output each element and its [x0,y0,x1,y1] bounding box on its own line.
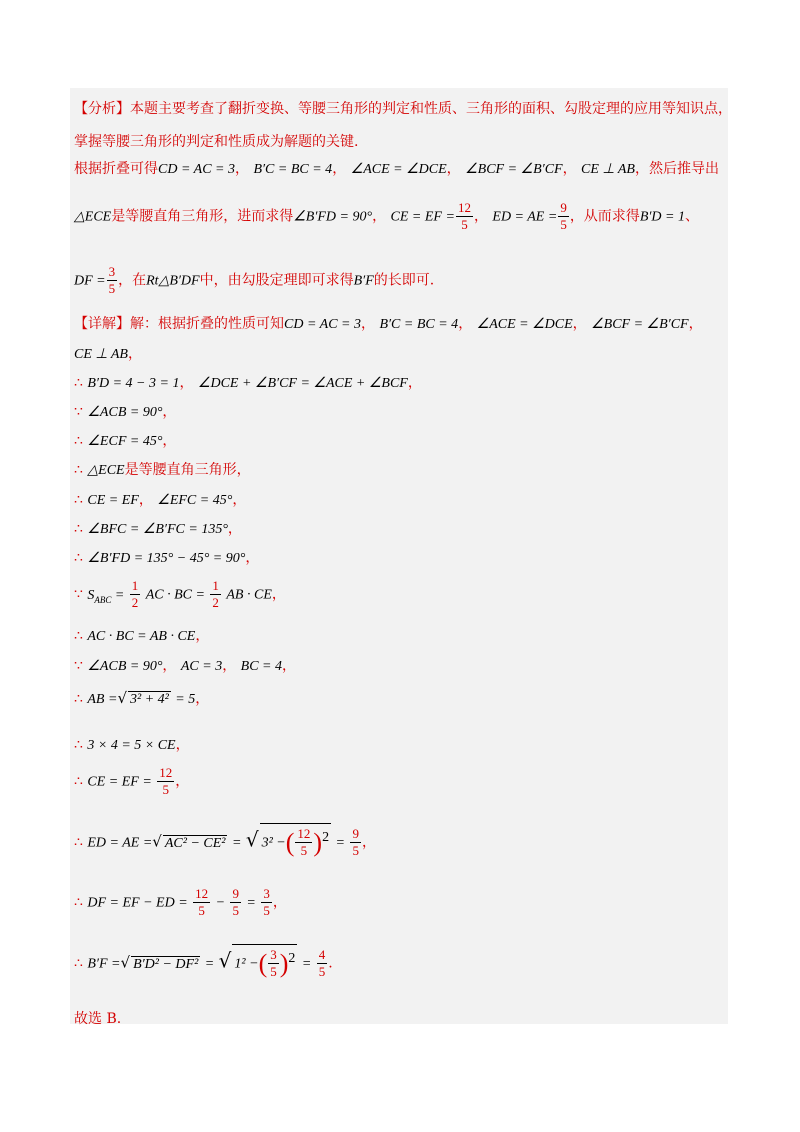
analysis-ed: ED = AE = [492,209,558,225]
step-ce-lhs: CE = EF = [87,774,152,790]
detail-eq-bc: B′C = BC = 4 [379,317,459,332]
therefore-symbol: ∴ [74,955,83,972]
comma: ， [227,521,242,537]
fraction-numerator: 3 [270,947,277,962]
step-products: AC · BC = AB · CE [87,629,196,644]
comma: ， [282,658,297,674]
fraction [317,947,328,980]
fraction [130,578,141,611]
step-ecf: ∠ECF = 45° [87,434,163,449]
comma: ， [162,404,177,420]
detail-line-15 [74,765,189,798]
therefore-symbol: ∴ [74,521,83,537]
fraction-numerator: 9 [560,200,567,215]
comma: ， [195,628,210,644]
therefore-symbol: ∴ [74,737,83,753]
analysis-intro-2: 掌握等腰三角形的判定和性质成为解题的关键. [74,134,359,150]
detail-line-9 [74,547,259,567]
step-ce-ef: CE = EF [87,493,139,508]
analysis-eq-ace: ∠ACE = ∠DCE [350,162,447,177]
analysis-ce: CE = EF = [390,209,455,225]
therefore-symbol: ∴ [74,834,83,851]
area-term-a: AC · BC = [145,587,205,603]
step-bf-lhs: B′F = [87,956,121,972]
detail-line-14 [74,734,190,754]
analysis-eq-bcf: ∠BCF = ∠B′CF [465,162,563,177]
analysis-eq-bc: B′C = BC = 4 [253,162,333,177]
comma: ， [175,773,190,790]
step-ab-lhs: AB = [87,692,118,707]
analysis-tag: 【分析】 [74,101,130,117]
detail-line-6 [74,459,251,479]
analysis-p2-text1: 是等腰直角三角形，进而求得 [111,208,294,225]
area-symbol: S [87,587,95,603]
step-ac: AC = 3 [180,659,223,674]
because-symbol: ∵ [74,404,83,420]
fraction [261,886,272,919]
fraction-denominator: 5 [263,903,270,918]
detail-line-18: ∴ B′F =√ B′D² − DF² = √ 1² −( $\frac{3}{5}$ )$^2$ = $\frac{4}{5}$ . [74,944,333,980]
step-triangle: △ECE [87,463,125,478]
analysis-df: DF = [74,273,106,289]
analysis-p2-text2: ，从而求得 [569,208,640,225]
detail-line-17: ∴ DF = EF − ED = $\frac{12}{5}$ − $\frac{9}{5}$ = $\frac{3}{5}$ ， [74,886,287,918]
fraction [107,264,118,297]
therefore-symbol: ∴ [74,433,83,449]
detail-line-5 [74,430,176,450]
fraction-numerator: 1 [131,578,139,593]
step-bd: B′D = 4 − 3 = 1 [87,376,180,391]
comma: ， [175,737,190,753]
step-df-lhs: DF = EF − ED = [87,895,188,911]
fraction-numerator: 9 [352,826,359,841]
detail-line-10 [74,578,286,611]
fraction-numerator: 4 [318,947,326,962]
comma: ， [272,894,287,911]
therefore-symbol: ∴ [74,894,83,911]
detail-line-12: ∵ ∠ACB = 90°， AC = 3， BC = 4， [74,658,297,674]
analysis-line-5 [74,264,434,297]
fraction-denominator: 5 [352,843,359,858]
detail-line-7: ∴ CE = EF， ∠EFC = 45°， [74,492,247,508]
fraction-denominator: 5 [560,217,567,232]
detail-eq-cd: CD = AC = 3 [284,317,361,332]
fraction-numerator: 1 [212,578,219,593]
period: . [328,955,333,972]
fraction [230,886,241,919]
step-ed-lhs: ED = AE = [87,835,153,851]
fraction-denominator: 5 [232,903,239,918]
detail-line-4 [74,401,176,421]
comma: ， [127,346,142,362]
step-ab-result: = 5 [175,692,196,707]
therefore-symbol: ∴ [74,375,83,391]
therefore-symbol: ∴ [74,628,83,644]
fraction-numerator: 12 [195,886,209,901]
comma: ， [162,433,177,449]
fraction-denominator: 5 [108,281,116,296]
analysis-angle: ∠B′FD = 90° [293,209,373,225]
analysis-p1-tail: ，然后推导出 [634,161,719,177]
conclusion-line [74,1008,121,1028]
fraction [558,200,569,233]
detail-line-3: ∴ B′D = 4 − 3 = 1， ∠DCE + ∠B′CF = ∠ACE + ∠BCF， [74,375,422,391]
therefore-symbol: ∴ [74,773,83,790]
fraction-denominator: 5 [162,782,169,797]
analysis-intro-line-2 [74,131,358,151]
step-bfc: ∠BFC = ∠B′FC = 135° [87,522,228,537]
detail-eq-ace: ∠ACE = ∠DCE [476,317,573,332]
detail-tag: 【详解】 [74,316,130,332]
area-formula [87,588,124,603]
conclusion: 故选 B. [74,1011,122,1027]
analysis-eq-perp: CE ⊥ AB [581,162,635,177]
fraction-numerator: 12 [297,826,311,841]
fraction-denominator: 5 [300,843,308,858]
comma: ， [195,691,210,707]
fraction [157,765,174,798]
comma: ， [271,586,286,603]
area-term-b: AB · CE [226,587,272,603]
detail-lead: 解：根据折叠的性质可知 [130,316,284,332]
fraction-denominator: 2 [131,595,139,610]
radicand: B′D² − DF² [133,956,199,972]
fraction-denominator: 5 [198,903,205,918]
detail-line-1: 【详解】解：根据折叠的性质可知CD = AC = 3， B′C = BC = 4， ∠ACE = ∠DCE， ∠BCF = ∠B′CF， [74,316,703,332]
fraction-denominator: 5 [318,964,326,979]
step-efc: ∠EFC = 45° [157,493,233,508]
because-symbol: ∵ [74,586,83,603]
fraction-numerator: 12 [457,200,471,215]
analysis-bf: B′F [353,273,374,289]
comma: ， [407,375,422,391]
therefore-symbol: ∴ [74,550,83,566]
analysis-intro-1: 本题主要考查了翻折变换、等腰三角形的判定和性质、三角形的面积、勾股定理的应用等知识点， [130,101,732,117]
nested-radical: 3² −( $\frac{12}{5}$ )$^2$ [260,823,332,859]
comma: ， [245,550,260,566]
analysis-line-4: △ECE是等腰直角三角形，进而求得∠B′FD = 90°， CE = EF = $\frac{12}{5}$ ， ED = AE = $\frac{9}{5}$ ，从而求得B′D = 1、 [74,200,699,232]
analysis-p1-lead: 根据折叠可得 [74,161,158,177]
fraction [210,578,221,611]
because-symbol: ∵ [74,658,83,674]
fraction-denominator: 5 [461,217,468,232]
step-right-angle: ∠ACB = 90° [87,659,163,674]
radicand: 3² + 4² [130,692,169,707]
fraction [193,886,210,919]
therefore-symbol: ∴ [74,492,83,508]
detail-eq-bcf: ∠BCF = ∠B′CF [591,317,689,332]
analysis-eq-cd: CD = AC = 3 [158,162,235,177]
fraction-numerator: 9 [232,886,239,901]
step-acb: ∠ACB = 90° [87,405,163,420]
analysis-p3-text1: ，在 [118,272,147,289]
detail-line-16: ∴ ED = AE =√ AC² − CE² = √ 3² −( $\frac{12}{5}$ )$^2$ = $\frac{9}{5}$ ， [74,823,376,859]
detail-line-8 [74,518,242,538]
radicand-term: 1² − [234,956,259,972]
comma: ， [361,834,376,851]
radicand: AC² − CE² [164,835,226,851]
therefore-symbol: ∴ [74,462,83,478]
step-isosceles-text: 是等腰直角三角形， [124,462,251,478]
analysis-bd: B′D = 1 [639,209,685,225]
fraction [295,826,312,859]
fraction-numerator: 3 [108,264,116,279]
nested-radical: 1² −( $\frac{3}{5}$ )$^2$ [232,944,297,980]
equals: = [114,587,125,603]
fraction [456,200,473,233]
detail-line-2 [74,343,142,363]
analysis-p3-text3: 的长即可. [373,272,435,289]
fraction-numerator: 3 [263,886,270,901]
equals: = [231,835,242,851]
analysis-tri: △ECE [74,209,112,225]
step-bfd: ∠B′FD = 135° − 45° = 90° [87,551,246,566]
therefore-symbol: ∴ [74,691,83,707]
fraction [350,826,361,859]
step-bc: BC = 4 [240,659,283,674]
analysis-line-3: 根据折叠可得CD = AC = 3， B′C = BC = 4， ∠ACE = ∠DCE， ∠BCF = ∠B′CF， CE ⊥ AB，然后推导出 [74,161,719,177]
area-subscript: ABC [94,594,112,605]
comma: ， [232,492,247,508]
analysis-rt: Rt△B′DF [146,273,200,289]
fraction-numerator: 12 [159,765,173,780]
fraction-denominator: 2 [212,595,219,610]
detail-eq-perp: CE ⊥ AB [74,347,128,362]
radicand-term: 3² − [261,835,286,851]
minus: − [215,895,226,911]
analysis-intro-line-1 [74,98,732,118]
step-equation: 3 × 4 = 5 × CE [87,738,176,753]
detail-line-13: ∴ AB =√ 3² + 4² = 5， [74,689,210,707]
step-angle-sum: ∠DCE + ∠B′CF = ∠ACE + ∠BCF [197,376,408,391]
analysis-p3-text2: 中，由勾股定理即可求得 [199,272,354,289]
fraction [268,947,279,980]
detail-line-11 [74,625,209,645]
fraction-denominator: 5 [270,964,277,979]
